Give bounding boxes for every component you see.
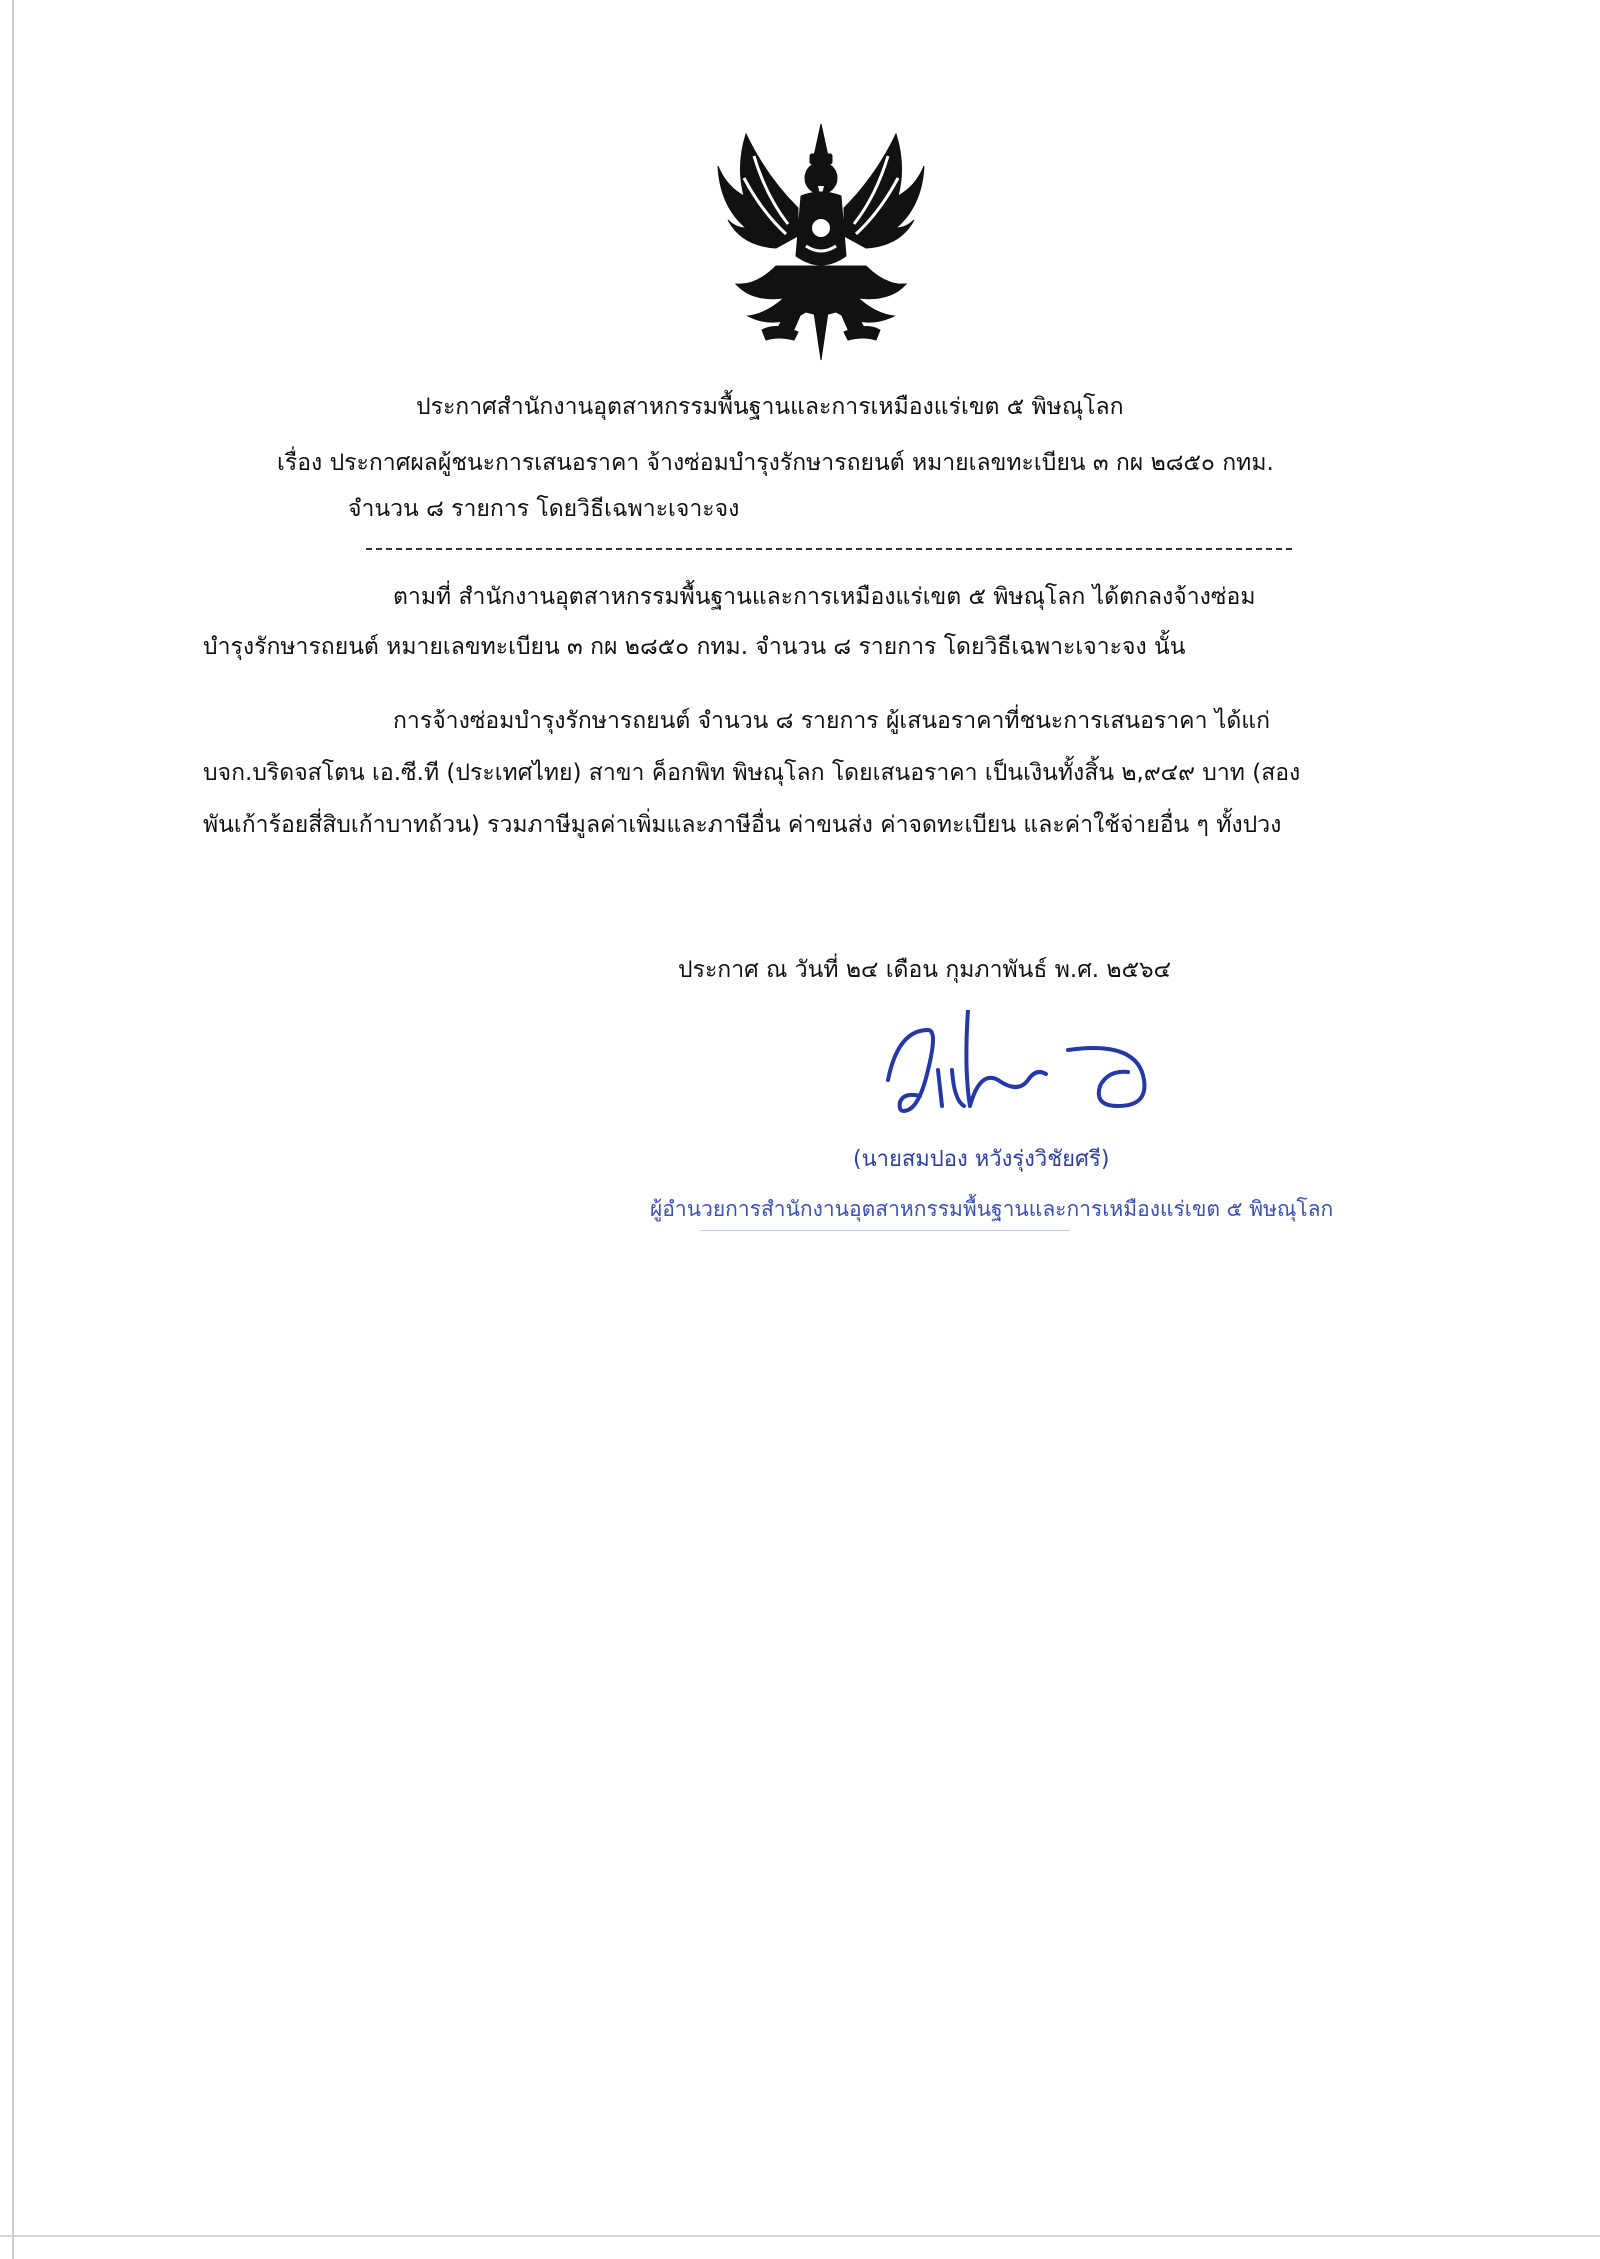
scan-edge-left — [12, 0, 14, 2259]
paragraph-2-line-3: พันเก้าร้อยสี่สิบเก้าบาทถ้วน) รวมภาษีมูลค่าเพิ่มและภาษีอื่น ค่าขนส่ง ค่าจดทะเบียน และค่าใช้จ่ายอื่น ๆ ทั้งปวง — [203, 812, 1282, 838]
paragraph-2-line-1: การจ้างซ่อมบำรุงรักษารถยนต์ จำนวน ๘ รายการ ผู้เสนอราคาที่ชนะการเสนอราคา ได้แก่ — [393, 708, 1271, 734]
signer-underline — [700, 1230, 1070, 1231]
scan-edge-bottom — [0, 2235, 1600, 2237]
paragraph-2-line-2: บจก.บริดจสโตน เอ.ซี.ที (ประเทศไทย) สาขา ค็อกพิท พิษณุโลก โดยเสนอราคา เป็นเงินทั้งสิ้น ๒,๙๔๙ บาท (สอง — [203, 760, 1301, 786]
signer-position: ผู้อำนวยการสำนักงานอุตสาหกรรมพื้นฐานและการเหมืองแร่เขต ๕ พิษณุโลก — [650, 1197, 1334, 1221]
dashed-divider — [366, 548, 1292, 550]
signer-name: (นายสมปอง หวังรุ่งวิชัยศรี) — [853, 1147, 1110, 1172]
garuda-emblem — [706, 116, 936, 366]
announcement-title: ประกาศสำนักงานอุตสาหกรรมพื้นฐานและการเหมืองแร่เขต ๕ พิษณุโลก — [416, 394, 1124, 420]
announcement-subject: เรื่อง ประกาศผลผู้ชนะการเสนอราคา จ้างซ่อมบำรุงรักษารถยนต์ หมายเลขทะเบียน ๓ กผ ๒๘๕๐ กทม. — [277, 450, 1274, 476]
paragraph-1-line-1: ตามที่ สำนักงานอุตสาหกรรมพื้นฐานและการเหมืองแร่เขต ๕ พิษณุโลก ได้ตกลงจ้างซ่อม — [393, 584, 1256, 610]
paragraph-1-line-2: บำรุงรักษารถยนต์ หมายเลขทะเบียน ๓ กผ ๒๘๕๐ กทม. จำนวน ๘ รายการ โดยวิธีเฉพาะเจาะจง นั้น — [203, 634, 1186, 660]
announcement-date: ประกาศ ณ วันที่ ๒๔ เดือน กุมภาพันธ์ พ.ศ. ๒๕๖๔ — [678, 957, 1172, 983]
handwritten-signature — [868, 1010, 1168, 1130]
announcement-subject-continued: จำนวน ๘ รายการ โดยวิธีเฉพาะเจาะจง — [348, 496, 740, 522]
